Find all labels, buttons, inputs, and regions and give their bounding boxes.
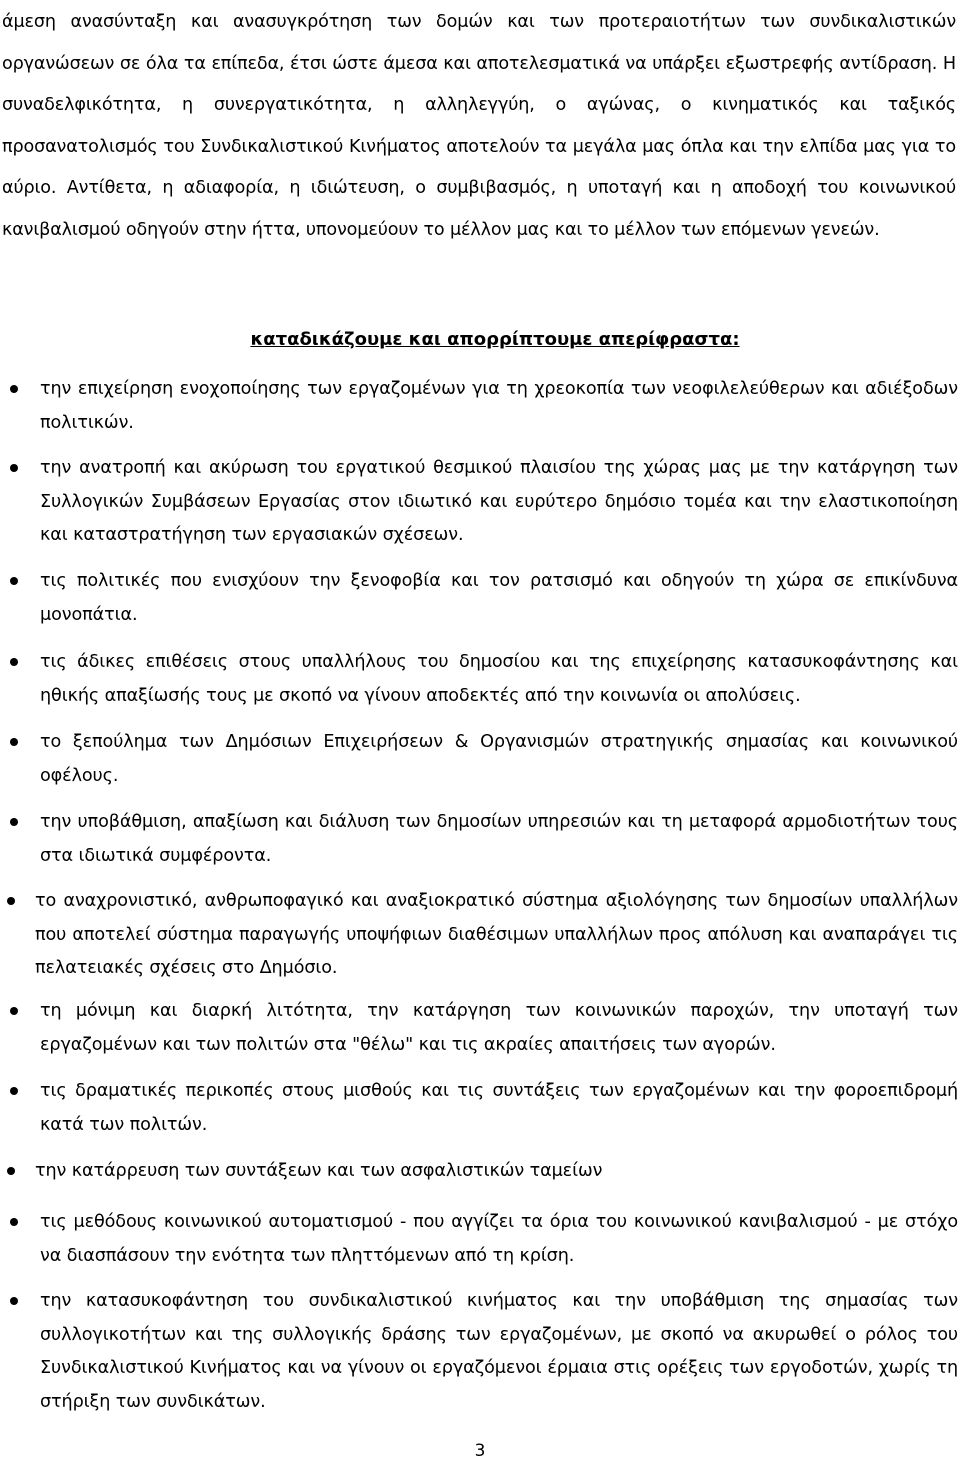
list-item-text: την ανατροπή και ακύρωση του εργατικού θεσμικού πλαισίου της χώρας μας με την κατάργηση των Συλλογικών Συμβάσεων Εργασίας στον ιδιωτικό και ευρύτερο δημόσιο τομέα και την ελαστικοποίηση και καταστρατήγηση των εργασιακών σχέσεων.: [40, 458, 958, 545]
list-item-text: τις άδικες επιθέσεις στους υπαλλήλους του δημοσίου και της επιχείρησης κατασυκοφάντησης και ηθικής απαξίωσής τους με σκοπό να γίνουν αποδεκτές από την κοινωνία οι απολύσεις.: [40, 652, 958, 706]
list-item-text: τις δραματικές περικοπές στους μισθούς και τις συντάξεις των εργαζομένων και την φοροεπιδρομή κατά των πολιτών.: [40, 1081, 958, 1135]
bullet-icon: [10, 1007, 18, 1015]
intro-paragraph: άμεση ανασύνταξη και ανασυγκρότηση των δομών και των προτεραιοτήτων των συνδικαλιστικών οργανώσεων σε όλα τα επίπεδα, έτσι ώστε άμεσα και αποτελεσματικά να υπάρξει εξωστρεφής αντίδραση. Η συναδελφικότητα, η συνεργατικότητα, η αλληλεγγύη, ο αγώνας, ο κινηματικός και ταξικός προσανατολισμός του Συνδικαλιστικού Κινήματος αποτελούν τα μεγάλα μας όπλα και την ελπίδα μας για το αύριο. Αντίθετα, η αδιαφορία, η ιδιώτευση, ο συμβιβασμός, η υποταγή και η αποδοχή του κοινωνικού κανιβαλισμού οδηγούν στην ήττα, υπονομεύουν το μέλλον μας και το μέλλον των επόμενων γενεών.: [2, 12, 956, 240]
list-item: [40, 1206, 958, 1273]
list-item: [40, 565, 958, 632]
page-number: 3: [474, 1441, 486, 1461]
bullet-icon: [10, 1087, 18, 1095]
bullet-icon: [10, 658, 18, 666]
list-item: [40, 646, 958, 713]
list-item: [35, 885, 958, 986]
list-item-text: την επιχείρηση ενοχοποίησης των εργαζομένων για τη χρεοκοπία των νεοφιλελεύθερων και αδιέξοδων πολιτικών.: [40, 379, 958, 433]
bullet-icon: [7, 897, 15, 905]
list-item-text: το αναχρονιστικό, ανθρωποφαγικό και αναξιοκρατικό σύστημα αξιολόγησης των δημοσίων υπαλλήλων που αποτελεί σύστημα παραγωγής υποψήφιων διαθέσιμων υπαλλήλων προς απόλυση και αναπαράγει τις πελατειακές σχέσεις στο Δημόσιο.: [35, 891, 958, 978]
list-item: [40, 1285, 958, 1419]
list-item-text: το ξεπούλημα των Δημόσιων Επιχειρήσεων & Οργανισμών στρατηγικής σημασίας και κοινωνικού οφέλους.: [40, 732, 958, 786]
list-item-text: τη μόνιμη και διαρκή λιτότητα, την κατάργηση των κοινωνικών παροχών, την υποταγή των εργαζομένων και των πολιτών στα "θέλω" και τις ακραίες απαιτήσεις των αγορών.: [40, 1001, 958, 1055]
bullet-icon: [10, 818, 18, 826]
list-item-text: την κατασυκοφάντηση του συνδικαλιστικού κινήματος και την υποβάθμιση της σημασίας των συλλογικοτήτων και της συλλογικής δράσης των εργαζομένων, με σκοπό να ακυρωθεί ο ρόλος του Συνδικαλιστικού Κινήματος και να γίνουν οι εργαζόμενοι έρμαια στις ορέξεις των εργοδοτών, χωρίς τη στήριξη των συνδικάτων.: [40, 1291, 958, 1412]
list-item: [40, 452, 958, 553]
list-item: [40, 995, 958, 1062]
list-item-text: τις πολιτικές που ενισχύουν την ξενοφοβία και τον ρατσισμό και οδηγούν τη χώρα σε επικίνδυνα μονοπάτια.: [40, 571, 958, 625]
bullet-icon: [10, 385, 18, 393]
list-item-text: την κατάρρευση των συντάξεων και των ασφαλιστικών ταμείων: [35, 1161, 603, 1181]
list-item-text: την υποβάθμιση, απαξίωση και διάλυση των δημοσίων υπηρεσιών και τη μεταφορά αρμοδιοτήτων τους στα ιδιωτικά συμφέροντα.: [40, 812, 958, 866]
bullet-icon: [10, 1218, 18, 1226]
list-item: [40, 726, 958, 793]
list-item: [35, 1155, 958, 1189]
list-item-text: τις μεθόδους κοινωνικού αυτοματισμού - που αγγίζει τα όρια του κοινωνικού κανιβαλισμού - με στόχο να διασπάσουν την ενότητα των πληττόμενων από τη κρίση.: [40, 1212, 958, 1266]
section-heading: καταδικάζουμε και απορρίπτουμε απερίφραστα:: [250, 329, 740, 350]
bullet-icon: [10, 464, 18, 472]
bullet-icon: [7, 1167, 15, 1175]
bullet-icon: [10, 577, 18, 585]
bullet-icon: [10, 1297, 18, 1305]
list-item: [40, 806, 958, 873]
list-item: [40, 373, 958, 440]
list-item: [40, 1075, 958, 1142]
bullet-icon: [10, 738, 18, 746]
